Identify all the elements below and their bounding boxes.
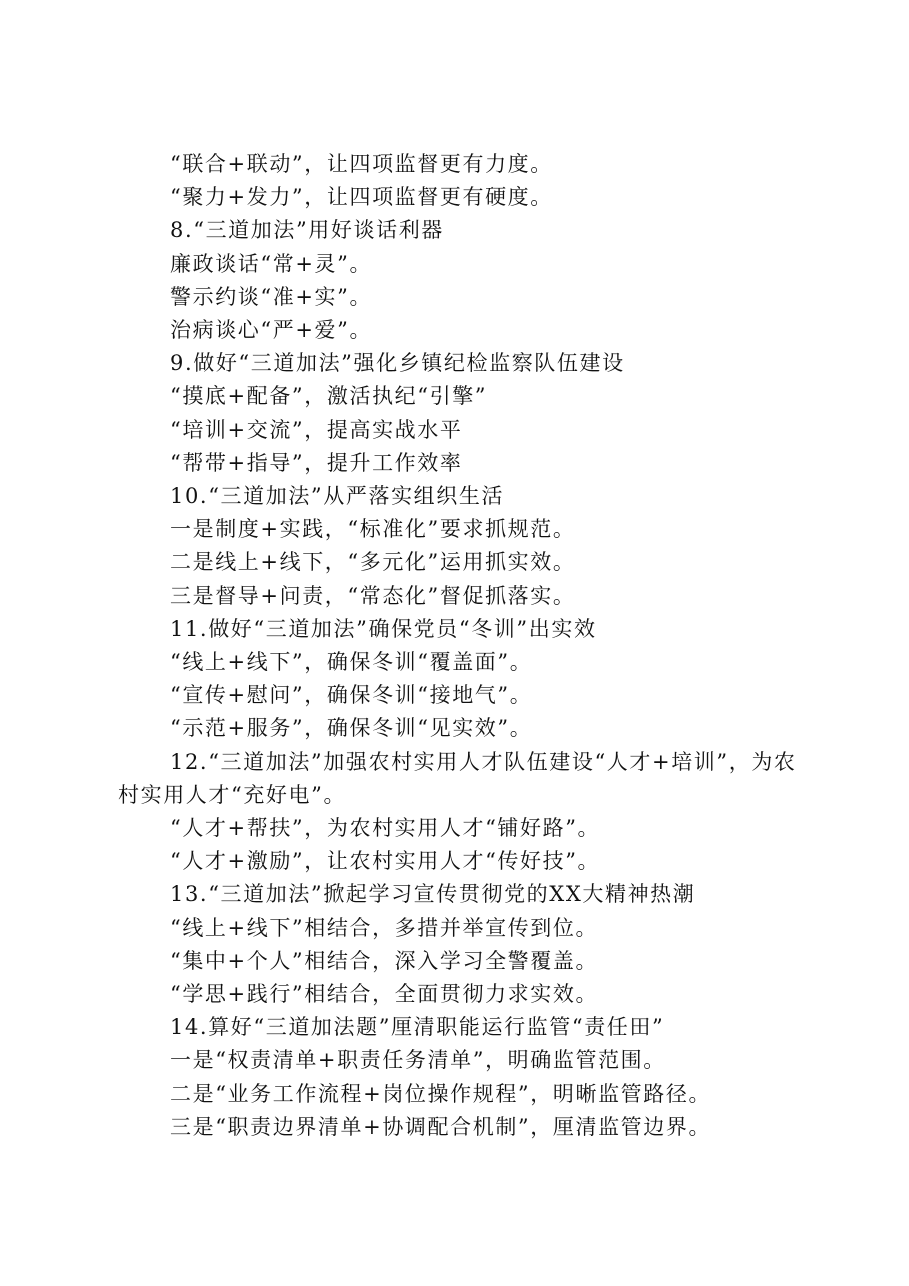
section-heading: 10.“三道加法”从严落实组织生活	[170, 484, 505, 509]
paragraph-line: “线上+线下”相结合，多措并举宣传到位。	[170, 915, 599, 940]
paragraph-line: 治病谈心“严+爱”。	[170, 318, 373, 343]
document-body	[118, 148, 808, 1144]
paragraph-line: 二是线上+线下，“多元化”运用抓实效。	[170, 550, 576, 575]
paragraph-line: “摸底+配备”，激活执纪“引擎”	[170, 384, 488, 409]
paragraph-line: 警示约谈“准+实”。	[170, 284, 373, 309]
paragraph-line: “线上+线下”，确保冬训“覆盖面”。	[170, 650, 533, 675]
paragraph-line: 三是督导+问责，“常态化”督促抓落实。	[170, 583, 576, 608]
paragraph-line: “集中+个人”相结合，深入学习全警覆盖。	[170, 948, 599, 973]
section-heading: 9.做好“三道加法”强化乡镇纪检监察队伍建设	[170, 351, 625, 376]
paragraph-line: “示范+服务”，确保冬训“见实效”。	[170, 716, 533, 741]
paragraph-line: “帮带+指导”，提升工作效率	[170, 450, 463, 475]
paragraph-line: “联合+联动”，让四项监督更有力度。	[170, 152, 553, 176]
paragraph-line: 二是“业务工作流程+岗位操作规程”，明晰监管路径。	[170, 1081, 712, 1106]
paragraph-line: 一是“权责清单+职责任务清单”，明确监管范围。	[170, 1048, 666, 1073]
paragraph-line: 廉政谈话“常+灵”。	[170, 251, 373, 276]
section-heading: 13.“三道加法”掀起学习宣传贯彻党的XX大精神热潮	[170, 882, 696, 907]
paragraph-line: “培训+交流”，提高实战水平	[170, 417, 463, 442]
paragraph-line: 三是“职责边界清单+协调配合机制”，厘清监管边界。	[170, 1114, 712, 1139]
section-heading: 11.做好“三道加法”确保党员“冬训”出实效	[170, 616, 597, 641]
section-heading: 12.“三道加法”加强农村实用人才队伍建设“人才+培训”，为农村实用人才“充好电”。	[118, 749, 797, 807]
paragraph-line: “宣传+慰问”，确保冬训“接地气”。	[170, 683, 533, 708]
section-heading: 8.“三道加法”用好谈话利器	[170, 218, 444, 243]
paragraph-line: “学思+践行”相结合，全面贯彻力求实效。	[170, 982, 599, 1007]
paragraph-line: “人才+帮扶”，为农村实用人才“铺好路”。	[170, 816, 601, 841]
paragraph-line: “人才+激励”，让农村实用人才“传好技”。	[170, 849, 601, 874]
section-heading: 14.算好“三道加法题”厘清职能运行监管“责任田”	[170, 1015, 665, 1040]
paragraph-line: “聚力+发力”，让四项监督更有硬度。	[170, 185, 553, 210]
paragraph-line: 一是制度+实践，“标准化”要求抓规范。	[170, 517, 576, 542]
